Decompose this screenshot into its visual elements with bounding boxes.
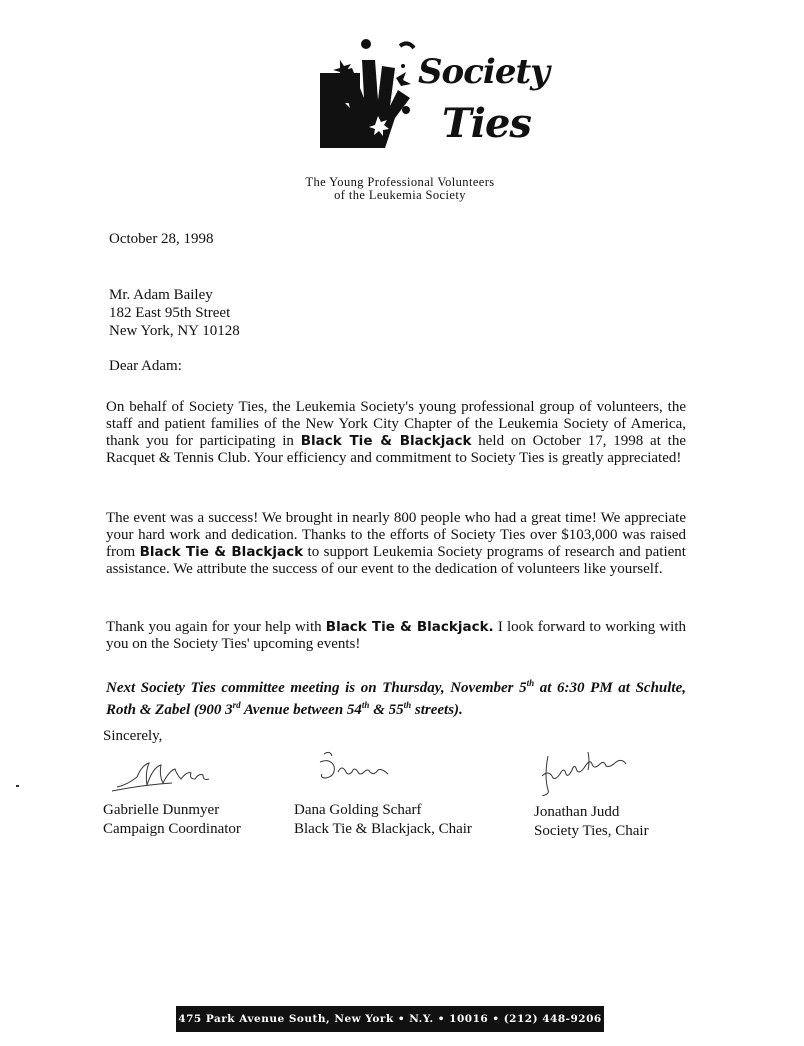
notice-sup-1: th: [526, 678, 535, 688]
logo-word-society: Society: [418, 52, 549, 92]
recipient-city: New York, NY 10128: [109, 323, 240, 339]
signatory-2-title: Black Tie & Blackjack, Chair: [294, 821, 472, 837]
tagline-line-1: The Young Professional Volunteers: [305, 175, 495, 189]
margin-mark: [16, 785, 19, 787]
salutation: Dear Adam:: [109, 358, 182, 374]
notice-sup-3: th: [361, 700, 370, 710]
paragraph-3-event-name: Black Tie & Blackjack.: [325, 619, 494, 635]
paragraph-event-success: [106, 510, 686, 578]
footer-address-bar: 475 Park Avenue South, New York • N.Y. • 10016 • (212) 448-9206: [176, 1006, 604, 1032]
notice-text-c: Avenue between 54: [240, 702, 362, 718]
notice-text-e: streets).: [411, 702, 463, 718]
paragraph-3-text-b: I look forward to working with you on the Society Ties' upcoming events!: [106, 619, 687, 652]
society-ties-logo: [300, 38, 549, 188]
paragraph-3-text-a: Thank you again for your help with: [106, 619, 326, 635]
paragraph-1-event-name: Black Tie & Blackjack: [300, 433, 472, 449]
signature-gabrielle-icon: [112, 755, 232, 795]
signature-jonathan-icon: [528, 746, 658, 796]
paragraph-2-text-b: to support Leukemia Society programs of research and patient assistance. We attribute the success of our event to the dedication of volunteers like yourself.: [106, 544, 686, 577]
recipient-street: 182 East 95th Street: [109, 305, 231, 321]
recipient-name: Mr. Adam Bailey: [109, 287, 213, 303]
paragraph-thank-you: [106, 399, 686, 467]
signatory-jonathan: [534, 803, 649, 841]
closing: Sincerely,: [103, 728, 163, 744]
notice-sup-4: th: [403, 700, 412, 710]
signatory-dana: [294, 801, 472, 839]
signatory-3-name: Jonathan Judd: [534, 804, 620, 820]
letterhead-tagline: [250, 176, 550, 202]
notice-text-b: at 6:30 PM at Schulte, Roth & Zabel (900 3: [106, 680, 686, 718]
signatory-gabrielle: [103, 801, 241, 839]
letter-date: October 28, 1998: [109, 231, 214, 247]
paragraph-thanks-again: [106, 619, 686, 653]
recipient-address: [109, 286, 240, 340]
signatory-1-title: Campaign Coordinator: [103, 821, 241, 837]
paragraph-1-text-a: On behalf of Society Ties, the Leukemia Society's young professional group of volunteers, the staff and patient families of the New York City Chapter of the Leukemia Society of America, thank you for participating in: [106, 399, 686, 449]
paragraph-2-text-a: The event was a success! We brought in nearly 800 people who had a great time! We appreciate your hard work and dedication. Thanks to the efforts of Society Ties over $103,000 was raised from: [106, 510, 686, 560]
notice-text-a: Next Society Ties committee meeting is on Thursday, November 5: [106, 680, 527, 696]
meeting-notice: [106, 675, 686, 719]
signature-dana-icon: [312, 748, 412, 784]
signatory-3-title: Society Ties, Chair: [534, 823, 649, 839]
notice-sup-2: rd: [232, 700, 241, 710]
tagline-line-2: of the Leukemia Society: [334, 188, 466, 202]
logo-word-ties: Ties: [442, 100, 531, 147]
signatory-1-name: Gabrielle Dunmyer: [103, 802, 220, 818]
paragraph-1-text-b: held on October 17, 1998 at the Racquet & Tennis Club. Your efficiency and commitment to Society Ties is greatly appreciated!: [106, 433, 686, 466]
notice-text-d: & 55: [369, 702, 404, 718]
signatory-2-name: Dana Golding Scharf: [294, 802, 422, 818]
paragraph-2-event-name: Black Tie & Blackjack: [139, 544, 304, 560]
